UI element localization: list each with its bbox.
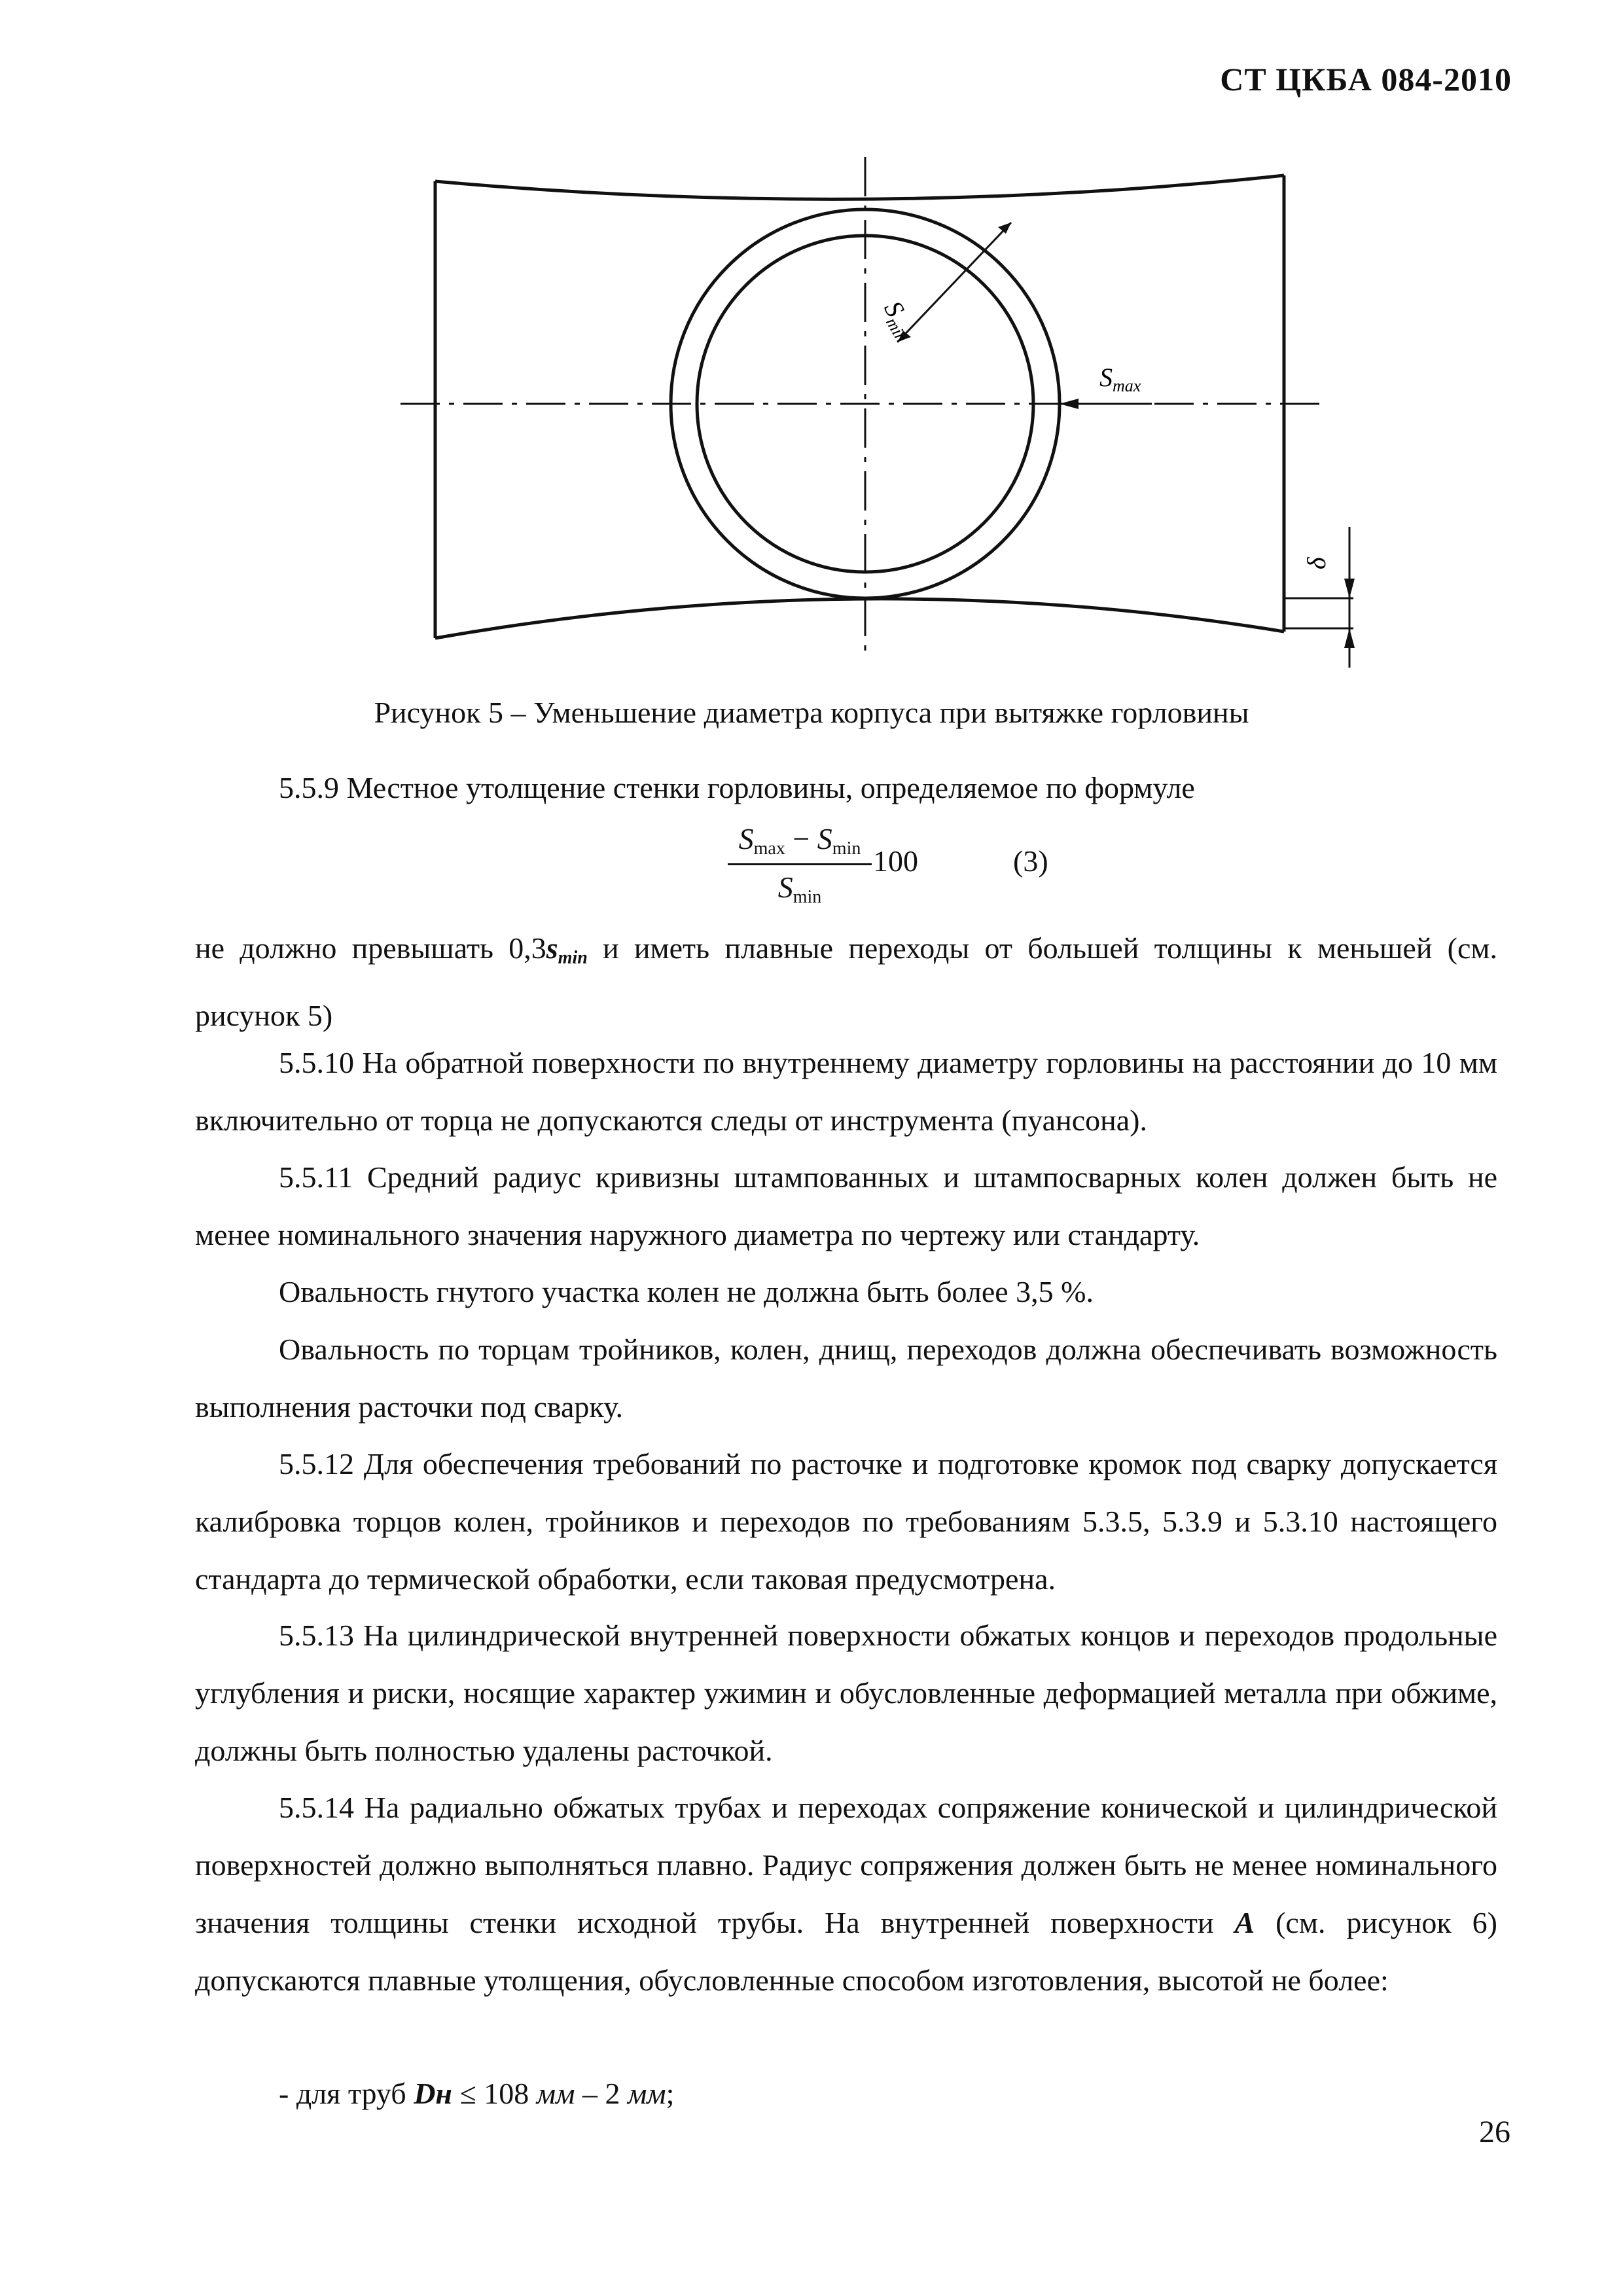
formula-3 <box>728 821 1048 920</box>
paragraph-5-5-13: 5.5.13 На цилиндрической внутренней поверхности обжатых концов и переходов продольные углубления и риски, носящие характер ужимин и обусловленные деформацией металла при обжиме, должны быть полностью удалены расточкой. <box>195 1619 1497 1767</box>
document-code: СТ ЦКБА 084-2010 <box>1220 61 1512 98</box>
figure-caption: Рисунок 5 – Уменьшение диаметра корпуса при вытяжке горловины <box>374 696 1249 729</box>
s-min-label: S <box>878 296 911 322</box>
paragraph-5-5-12: 5.5.12 Для обеспечения требований по расточке и подготовке кромок под сварку допускается калибровка торцов колен, тройников и переходов по требованиям 5.3.5, 5.3.9 и 5.3.10 настоящего стандарта до термической обработки, если таковая предусмотрена. <box>195 1447 1497 1596</box>
paragraph-ovality-1: Овальность гнутого участка колен не должна быть более 3,5 %. <box>279 1275 1094 1308</box>
list-item-pipes: - для труб Dн ≤ 108 мм – 2 мм; <box>279 2077 675 2110</box>
s-max-label: S <box>1099 363 1113 392</box>
s-min-leader <box>898 223 1011 342</box>
paragraph-5-5-14: 5.5.14 На радиально обжатых трубах и переходах сопряжение конической и цилиндрической поверхностей должно выполняться плавно. Радиус сопряжения должен быть не менее номинального значения толщины стенки исходной трубы. На внутренней поверхности А (см. рисунок 6) допускаются плавные утолщения, обусловленные способом изготовления, высотой не более: <box>195 1791 1497 1997</box>
formula-multiplier: 100 <box>873 844 918 878</box>
paragraph-5-5-9: 5.5.9 Местное утолщение стенки горловины, определяемое по формуле <box>279 771 1195 804</box>
paragraph-ovality-2: Овальность по торцам тройников, колен, днищ, переходов должна обеспечивать возможность выполнения расточки под сварку. <box>195 1333 1497 1424</box>
svg-text:Smin: $S_{min}$ <box>878 296 912 346</box>
body-outline <box>435 175 1284 638</box>
delta-label: δ <box>1302 557 1331 569</box>
formula-number: (3) <box>1013 844 1048 878</box>
paragraph-5-5-11: 5.5.11 Средний радиус кривизны штампованных и штампосварных колен должен быть не менее номинального значения наружного диаметра по чертежу или стандарту. <box>195 1160 1497 1251</box>
paragraph-5-5-10: 5.5.10 На обратной поверхности по внутреннему диаметру горловины на расстоянии до 10 мм включительно от торца не допускаются следы от инструмента (пуансона). <box>195 1046 1497 1137</box>
figure-5-drawing <box>0 0 1623 681</box>
svg-text:Smax: $S_{max}$ <box>1099 363 1141 395</box>
fraction-bar <box>728 863 872 865</box>
paragraph-after-formula: не должно превышать $0,3s_{min}$ и иметь плавные переходы от большей толщины к меньшей (см. рисунок 5) <box>195 931 1498 1032</box>
fraction-numerator: $S_{max} - S_{min}$ <box>738 822 861 859</box>
page-number: 26 <box>1479 2115 1510 2149</box>
fraction-denominator: $S_{min}$ <box>777 870 822 907</box>
